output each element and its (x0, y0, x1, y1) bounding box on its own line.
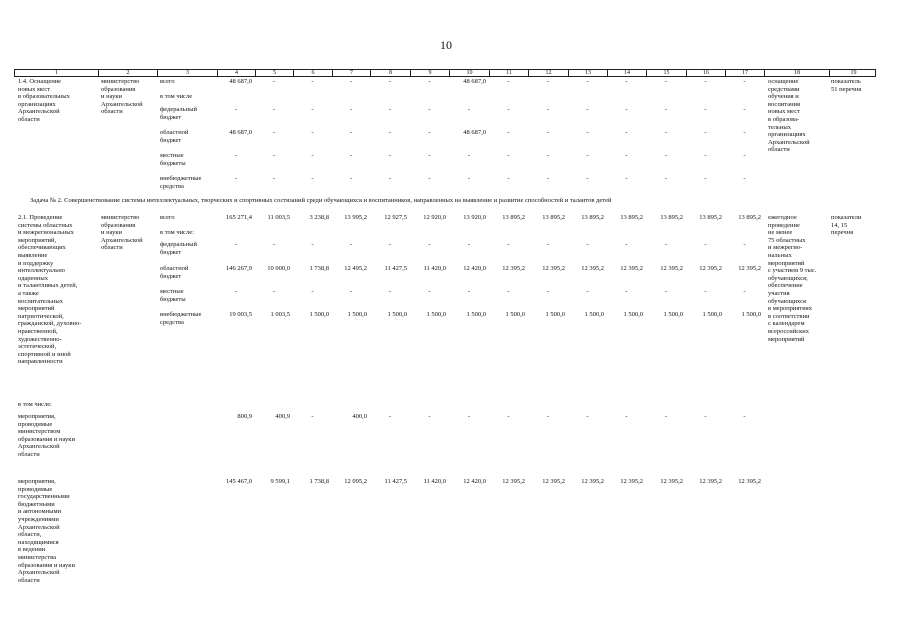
sub-item-institutions-events-value: 11 427,5 (384, 478, 407, 485)
sub-item-ministry-events-value: - (507, 413, 510, 420)
item-2-1-source: областной бюджет (160, 265, 189, 280)
item-1-4-row-value: - (507, 175, 510, 182)
header-col-2: 2 (99, 70, 158, 77)
item-2-1-row-value: - (586, 288, 589, 295)
sub-item-ministry-events-value: - (311, 413, 314, 420)
item-2-1-row-value: 165 271,4 (226, 214, 252, 221)
item-2-1-row-value: - (546, 241, 550, 248)
item-2-1-row-value: 12 495,2 (344, 265, 367, 272)
item-1-4-row-value: - (349, 152, 353, 159)
header-col-16: 16 (687, 70, 726, 77)
item-1-4-row-value: - (311, 152, 314, 159)
header-col-9: 9 (411, 70, 450, 77)
item-2-1-row-value: 13 920,0 (463, 214, 486, 221)
item-1-4-row-value: - (743, 106, 746, 113)
item-2-1-row-value: - (234, 241, 238, 248)
sub-item-institutions-events-value: 1 738,8 (309, 478, 329, 485)
item-2-1-row-value: - (311, 288, 314, 295)
item-2-1-row-value: - (743, 288, 746, 295)
header-col-15: 15 (647, 70, 687, 77)
item-2-1-row-value: 12 927,5 (384, 214, 407, 221)
header-col-19: 19 (850, 70, 857, 76)
item-1-4-source: всего (160, 78, 175, 85)
header-col-13: 13 (569, 70, 608, 77)
item-2-1-row-value: 3 238,8 (309, 214, 329, 221)
item-2-1-row-value: 12 395,2 (542, 265, 565, 272)
item-2-1-source: в том числе: (160, 229, 194, 236)
sub-item-ministry-events-value: - (704, 413, 707, 420)
item-2-1-row-value: - (311, 241, 314, 248)
item-2-1-row-value: - (625, 241, 628, 248)
item-1-4-row-value: - (625, 106, 628, 113)
item-1-4-executor: министерство образования и науки Архангельской области (101, 78, 143, 116)
item-1-4-row-value: 48 687,0 (229, 129, 252, 136)
item-1-4-row-value: - (625, 78, 628, 85)
sub-item-institutions-events-value: 12 395,2 (502, 478, 525, 485)
item-1-4-row-value: - (625, 175, 628, 182)
item-2-1-row-value: - (349, 241, 353, 248)
item-1-4-row-value: - (586, 106, 589, 113)
item-1-4-row-value: - (349, 175, 353, 182)
item-2-1-result: ежегодное проведение не менее 75 областных и межрегио- нальных мероприятий с участием 9 тыс. обучающихся; обеспечение участия обучающихся в мероприятиях в соответствии с календарем всероссийских мероприятий (768, 214, 817, 343)
item-2-1-row-value: - (234, 288, 238, 295)
item-2-1-row-value: 12 395,2 (699, 265, 722, 272)
item-2-1-source: федеральный бюджет (160, 241, 197, 256)
item-2-1-name: 2.1. Проведение системы областных и межрегиональных мероприятий, обеспечивающих выявление и поддержку интеллектуально одаренных и талантливых детей, а также воспитательных мероприятий патриотической, гражданской, духовно- нравственной, художественно- эстетической, спортивной и иной направленности (18, 214, 82, 366)
item-2-1-row-value: 1 500,0 (309, 311, 329, 318)
sub-item-institutions-events-value: 145 467,0 (226, 478, 252, 485)
item-2-1-row-value: 11 003,5 (267, 214, 290, 221)
item-2-1-row-value: - (664, 288, 668, 295)
item-2-1-row-value: 13 895,2 (620, 214, 643, 221)
item-1-4-row-value: - (349, 106, 353, 113)
item-1-4-row-value: - (546, 106, 550, 113)
header-col-7: 7 (333, 70, 371, 77)
item-2-1-row-value: - (349, 288, 353, 295)
item-1-4-result: оснащение средствами обучения и воспитания новых мест в образова- тельных организациях Архангельской области (768, 78, 810, 154)
item-2-1-row-value: - (625, 288, 628, 295)
item-1-4-row-value: - (428, 152, 431, 159)
including-label: в том числе: (18, 401, 52, 408)
item-2-1-row-value: 1 500,0 (347, 311, 367, 318)
item-1-4-row-value: - (272, 106, 276, 113)
item-1-4-row-value: - (272, 78, 276, 85)
item-1-4-row-value: - (507, 106, 510, 113)
item-2-1-row-value: 13 895,2 (542, 214, 565, 221)
sub-item-ministry-events-value: 400,0 (352, 413, 367, 420)
item-1-4-row-value: - (704, 106, 707, 113)
sub-item-ministry-events-value: - (586, 413, 589, 420)
item-1-4-row-value: - (743, 175, 746, 182)
item-2-1-indicator: показатели 14, 15 перечня (831, 214, 862, 237)
item-2-1-row-value: - (388, 241, 392, 248)
item-2-1-row-value: - (272, 288, 276, 295)
item-2-1-row-value: - (586, 241, 589, 248)
item-2-1-row-value: - (704, 241, 707, 248)
item-2-1-row-value: - (467, 241, 471, 248)
item-2-1-row-value: 13 895,2 (581, 214, 604, 221)
item-2-1-row-value: - (507, 241, 510, 248)
item-2-1-row-value: - (546, 288, 550, 295)
header-col-11: 11 (490, 70, 529, 77)
item-1-4-row-value: - (586, 152, 589, 159)
item-1-4-row-value: - (586, 78, 589, 85)
item-2-1-row-value: 13 895,2 (502, 214, 525, 221)
header-col-5: 5 (256, 70, 294, 77)
sub-item-ministry-events-value: - (743, 413, 746, 420)
item-2-1-row-value: 1 500,0 (387, 311, 407, 318)
item-2-1-row-value: - (428, 288, 431, 295)
item-2-1-row-value: 1 500,0 (545, 311, 565, 318)
item-2-1-row-value: 19 003,5 (229, 311, 252, 318)
item-1-4-source: внебюджетные средства (160, 175, 202, 190)
header-col-4: 4 (218, 70, 256, 77)
item-2-1-row-value: 12 395,2 (581, 265, 604, 272)
item-1-4-row-value: - (743, 129, 746, 136)
sub-item-institutions-events-value: 12 420,0 (463, 478, 486, 485)
item-2-1-row-value: 1 500,0 (584, 311, 604, 318)
item-1-4-row-value: - (664, 129, 668, 136)
item-1-4-row-value: - (467, 175, 471, 182)
item-1-4-row-value: - (546, 129, 550, 136)
item-1-4-row-value: - (388, 78, 392, 85)
item-2-1-executor: министерство образования и науки Архангельской области (101, 214, 143, 252)
item-2-1-row-value: 11 427,5 (384, 265, 407, 272)
header-col-17: 17 (726, 70, 765, 77)
item-1-4-row-value: - (507, 78, 510, 85)
item-1-4-row-value: - (349, 129, 353, 136)
item-2-1-row-value: 1 500,0 (623, 311, 643, 318)
item-1-4-row-value: - (664, 175, 668, 182)
item-2-1-row-value: - (507, 288, 510, 295)
item-1-4-row-value: - (428, 106, 431, 113)
item-1-4-row-value: - (743, 152, 746, 159)
item-1-4-row-value: - (625, 129, 628, 136)
item-2-1-row-value: 1 738,8 (309, 265, 329, 272)
item-1-4-row-value: - (664, 106, 668, 113)
task-2-heading: Задача № 2. Совершенствование системы интеллектуальных, творческих и спортивных состязаний среди обучающихся и воспитанников, направленных на выявление и развитие способностей и талантов детей (30, 197, 612, 204)
item-2-1-row-value: - (664, 241, 668, 248)
header-col-12: 12 (529, 70, 569, 77)
header-col-6: 6 (294, 70, 333, 77)
item-1-4-row-value: - (272, 129, 276, 136)
sub-item-ministry-events-value: - (546, 413, 550, 420)
item-1-4-source: местные бюджеты (160, 152, 186, 167)
item-1-4-row-value: - (704, 175, 707, 182)
item-2-1-row-value: 12 395,2 (660, 265, 683, 272)
item-1-4-row-value: 48 687,0 (463, 129, 486, 136)
item-2-1-row-value: 13 895,2 (738, 214, 761, 221)
item-1-4-row-value: - (234, 175, 238, 182)
sub-item-institutions-events-value: 11 420,0 (423, 478, 446, 485)
item-1-4-row-value: - (704, 152, 707, 159)
item-1-4-row-value: - (664, 152, 668, 159)
sub-item-institutions-events-value: 12 395,2 (542, 478, 565, 485)
item-1-4-row-value: - (546, 78, 550, 85)
item-1-4-row-value: - (507, 152, 510, 159)
sub-item-ministry-events: мероприятия, проводимые министерством образования и науки Архангельской области (18, 413, 75, 458)
item-1-4-row-value: - (428, 129, 431, 136)
item-1-4-row-value: - (349, 78, 353, 85)
item-2-1-row-value: - (743, 241, 746, 248)
item-1-4-row-value: - (743, 78, 746, 85)
header-col-14: 14 (608, 70, 647, 77)
item-1-4-source: федеральный бюджет (160, 106, 197, 121)
item-1-4-name: 1.4. Оснащение новых мест в образовательных организациях Архангельской области (18, 78, 70, 123)
item-2-1-row-value: - (388, 288, 392, 295)
item-1-4-row-value: 48 687,0 (229, 78, 252, 85)
item-1-4-row-value: - (388, 106, 392, 113)
item-1-4-row-value: - (388, 152, 392, 159)
sub-item-ministry-events-value: 400,9 (275, 413, 290, 420)
sub-item-ministry-events-value: - (467, 413, 471, 420)
sub-item-ministry-events-value: - (428, 413, 431, 420)
sub-item-ministry-events-value: - (388, 413, 392, 420)
item-2-1-row-value: 12 420,0 (463, 265, 486, 272)
item-1-4-row-value: - (388, 175, 392, 182)
sub-item-ministry-events-value: 800,9 (237, 413, 252, 420)
item-1-4-row-value: - (311, 129, 314, 136)
header-col-18: 18 (765, 70, 830, 77)
item-2-1-row-value: 1 500,0 (741, 311, 761, 318)
item-1-4-row-value: - (586, 175, 589, 182)
sub-item-institutions-events-value: 12 095,2 (344, 478, 367, 485)
item-2-1-row-value: 1 500,0 (663, 311, 683, 318)
item-1-4-source: областной бюджет (160, 129, 189, 144)
sub-item-institutions-events-value: 12 395,2 (738, 478, 761, 485)
item-2-1-row-value: 13 995,2 (344, 214, 367, 221)
item-1-4-source: в том числе (160, 93, 193, 100)
item-1-4-row-value: - (272, 175, 276, 182)
item-1-4-row-value: - (704, 78, 707, 85)
item-1-4-row-value: - (234, 152, 238, 159)
item-1-4-row-value: - (272, 152, 276, 159)
item-2-1-row-value: 10 000,0 (267, 265, 290, 272)
item-2-1-row-value: 1 500,0 (702, 311, 722, 318)
item-1-4-row-value: - (311, 175, 314, 182)
item-2-1-source: внебюджетные средства (160, 311, 202, 326)
item-1-4-row-value: - (586, 129, 589, 136)
sub-item-institutions-events: мероприятия, проводимые государственными бюджетными и автономными учреждениями Архангельской области, находящимися в ведении министерства образования и науки Архангельской области (18, 478, 75, 584)
item-1-4-row-value: - (546, 175, 550, 182)
item-1-4-row-value: - (507, 129, 510, 136)
item-1-4-row-value: - (704, 129, 707, 136)
sub-item-institutions-events-value: 9 599,1 (270, 478, 290, 485)
item-2-1-row-value: 1 500,0 (466, 311, 486, 318)
item-1-4-row-value: - (664, 78, 668, 85)
item-2-1-row-value: 11 420,0 (423, 265, 446, 272)
item-1-4-row-value: - (234, 106, 238, 113)
header-col-10: 10 (450, 70, 490, 77)
item-2-1-row-value: 1 003,5 (270, 311, 290, 318)
sub-item-ministry-events-value: - (625, 413, 628, 420)
item-1-4-row-value: 48 687,0 (463, 78, 486, 85)
item-2-1-row-value: 1 500,0 (505, 311, 525, 318)
item-1-4-row-value: - (428, 78, 431, 85)
item-1-4-row-value: - (428, 175, 431, 182)
header-col-8: 8 (371, 70, 411, 77)
sub-item-ministry-events-value: - (664, 413, 668, 420)
item-2-1-source: местные бюджеты (160, 288, 186, 303)
item-2-1-row-value: - (272, 241, 276, 248)
item-2-1-row-value: 12 395,2 (502, 265, 525, 272)
item-1-4-indicator: показатель 51 перечня (831, 78, 862, 93)
item-2-1-row-value: - (467, 288, 471, 295)
item-2-1-row-value: 1 500,0 (426, 311, 446, 318)
header-col-3: 3 (158, 70, 218, 77)
item-2-1-row-value: 146 267,9 (226, 265, 252, 272)
item-1-4-row-value: - (311, 78, 314, 85)
item-2-1-row-value: 13 895,2 (660, 214, 683, 221)
sub-item-institutions-events-value: 12 395,2 (699, 478, 722, 485)
page-number: 10 (440, 38, 452, 52)
column-number-header (14, 69, 876, 77)
item-1-4-row-value: - (388, 129, 392, 136)
sub-item-institutions-events-value: 12 395,2 (660, 478, 683, 485)
item-1-4-row-value: - (546, 152, 550, 159)
item-1-4-row-value: - (467, 106, 471, 113)
item-1-4-row-value: - (311, 106, 314, 113)
item-2-1-row-value: 12 920,0 (423, 214, 446, 221)
item-1-4-row-value: - (467, 152, 471, 159)
item-2-1-row-value: 12 395,2 (620, 265, 643, 272)
item-2-1-row-value: - (704, 288, 707, 295)
item-2-1-row-value: - (428, 241, 431, 248)
header-col-1: 1 (15, 70, 99, 77)
sub-item-institutions-events-value: 12 395,2 (581, 478, 604, 485)
item-2-1-source: всего (160, 214, 175, 221)
item-2-1-row-value: 12 395,2 (738, 265, 761, 272)
item-2-1-row-value: 13 895,2 (699, 214, 722, 221)
sub-item-institutions-events-value: 12 395,2 (620, 478, 643, 485)
item-1-4-row-value: - (625, 152, 628, 159)
